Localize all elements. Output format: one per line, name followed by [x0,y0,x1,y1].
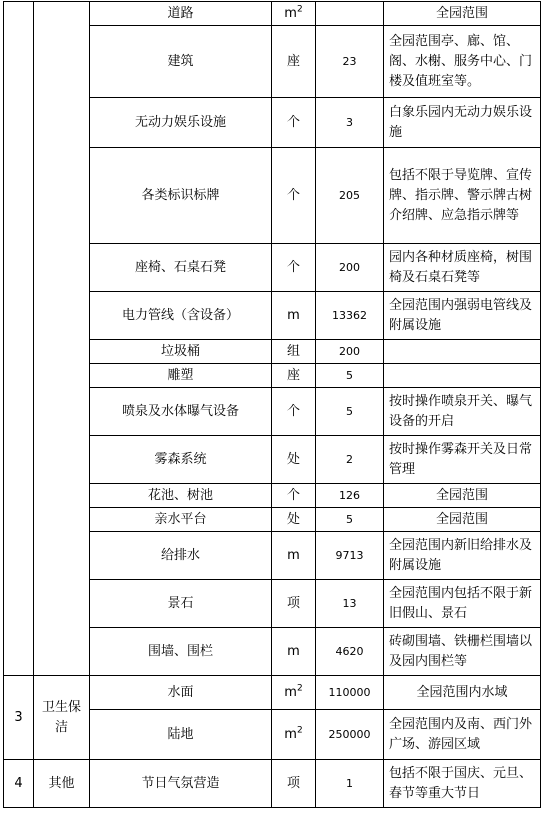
qty-cell: 5 [316,388,384,436]
unit-cell: 个 [272,484,316,508]
section-category-cell: 其他 [34,760,90,808]
table-row [4,760,541,808]
item-cell: 垃圾桶 [90,340,272,364]
item-cell: 围墙、围栏 [90,628,272,676]
unit-cell: 个 [272,244,316,292]
unit-cell: 处 [272,436,316,484]
unit-cell: 座 [272,26,316,98]
section-category-cell [34,2,90,676]
note-cell: 全园范围亭、廊、馆、阁、水榭、服务中心、门楼及值班室等。 [384,26,541,98]
item-cell: 景石 [90,580,272,628]
section-no-cell [4,2,34,676]
unit-cell: $m^2$ [272,2,316,26]
qty-cell: 126 [316,484,384,508]
unit-cell: m [272,532,316,580]
item-cell: 给排水 [90,532,272,580]
item-cell: 无动力娱乐设施 [90,98,272,148]
note-cell: 全园范围内强弱电管线及附属设施 [384,292,541,340]
qty-cell: 200 [316,244,384,292]
qty-cell: 5 [316,364,384,388]
item-cell: 喷泉及水体曝气设备 [90,388,272,436]
note-cell [384,340,541,364]
qty-cell: 13 [316,580,384,628]
unit-cell: 项 [272,580,316,628]
qty-cell: 23 [316,26,384,98]
unit-cell: 座 [272,364,316,388]
unit-cell: 个 [272,148,316,244]
qty-cell: 5 [316,508,384,532]
note-cell: 全园范围内包括不限于新旧假山、景石 [384,580,541,628]
item-cell: 各类标识标牌 [90,148,272,244]
note-cell: 全园范围内及南、西门外广场、游园区域 [384,710,541,760]
qty-cell [316,2,384,26]
note-cell: 按时操作喷泉开关、曝气设备的开启 [384,388,541,436]
qty-cell: 250000 [316,710,384,760]
unit-cell: 处 [272,508,316,532]
item-cell: 陆地 [90,710,272,760]
section-category-cell: 卫生保洁 [34,676,90,760]
item-cell: 座椅、石桌石凳 [90,244,272,292]
note-cell: 全园范围内新旧给排水及附属设施 [384,532,541,580]
facility-table [3,1,541,808]
item-cell: 建筑 [90,26,272,98]
note-cell: 园内各种材质座椅，树围椅及石桌石凳等 [384,244,541,292]
note-cell: 按时操作雾森开关及日常管理 [384,436,541,484]
table-row [4,676,541,710]
qty-cell: 9713 [316,532,384,580]
note-cell: 全园范围内水域 [384,676,541,710]
unit-cell: $m^2$ [272,676,316,710]
section-no-cell: 4 [4,760,34,808]
unit-cell: $m^2$ [272,710,316,760]
item-cell: 雕塑 [90,364,272,388]
note-cell: 砖砌围墙、铁栅栏围墙以及园内围栏等 [384,628,541,676]
item-cell: 雾森系统 [90,436,272,484]
item-cell: 道路 [90,2,272,26]
qty-cell: 4620 [316,628,384,676]
note-cell [384,364,541,388]
note-cell: 包括不限于导览牌、宣传牌、指示牌、警示牌古树介绍牌、应急指示牌等 [384,148,541,244]
qty-cell: 200 [316,340,384,364]
qty-cell: 1 [316,760,384,808]
unit-cell: m [272,292,316,340]
item-cell: 节日气氛营造 [90,760,272,808]
unit-cell: m [272,628,316,676]
note-cell: 白象乐园内无动力娱乐设施 [384,98,541,148]
qty-cell: 3 [316,98,384,148]
section-no-cell: 3 [4,676,34,760]
item-cell: 花池、树池 [90,484,272,508]
qty-cell: 205 [316,148,384,244]
item-cell: 电力管线（含设备） [90,292,272,340]
unit-cell: 个 [272,98,316,148]
note-cell: 包括不限于国庆、元旦、春节等重大节日 [384,760,541,808]
unit-cell: 项 [272,760,316,808]
note-cell: 全园范围 [384,508,541,532]
qty-cell: 110000 [316,676,384,710]
unit-cell: 个 [272,388,316,436]
table-row [4,2,541,26]
item-cell: 亲水平台 [90,508,272,532]
qty-cell: 2 [316,436,384,484]
note-cell: 全园范围 [384,484,541,508]
item-cell: 水面 [90,676,272,710]
qty-cell: 13362 [316,292,384,340]
note-cell: 全园范围 [384,2,541,26]
unit-cell: 组 [272,340,316,364]
